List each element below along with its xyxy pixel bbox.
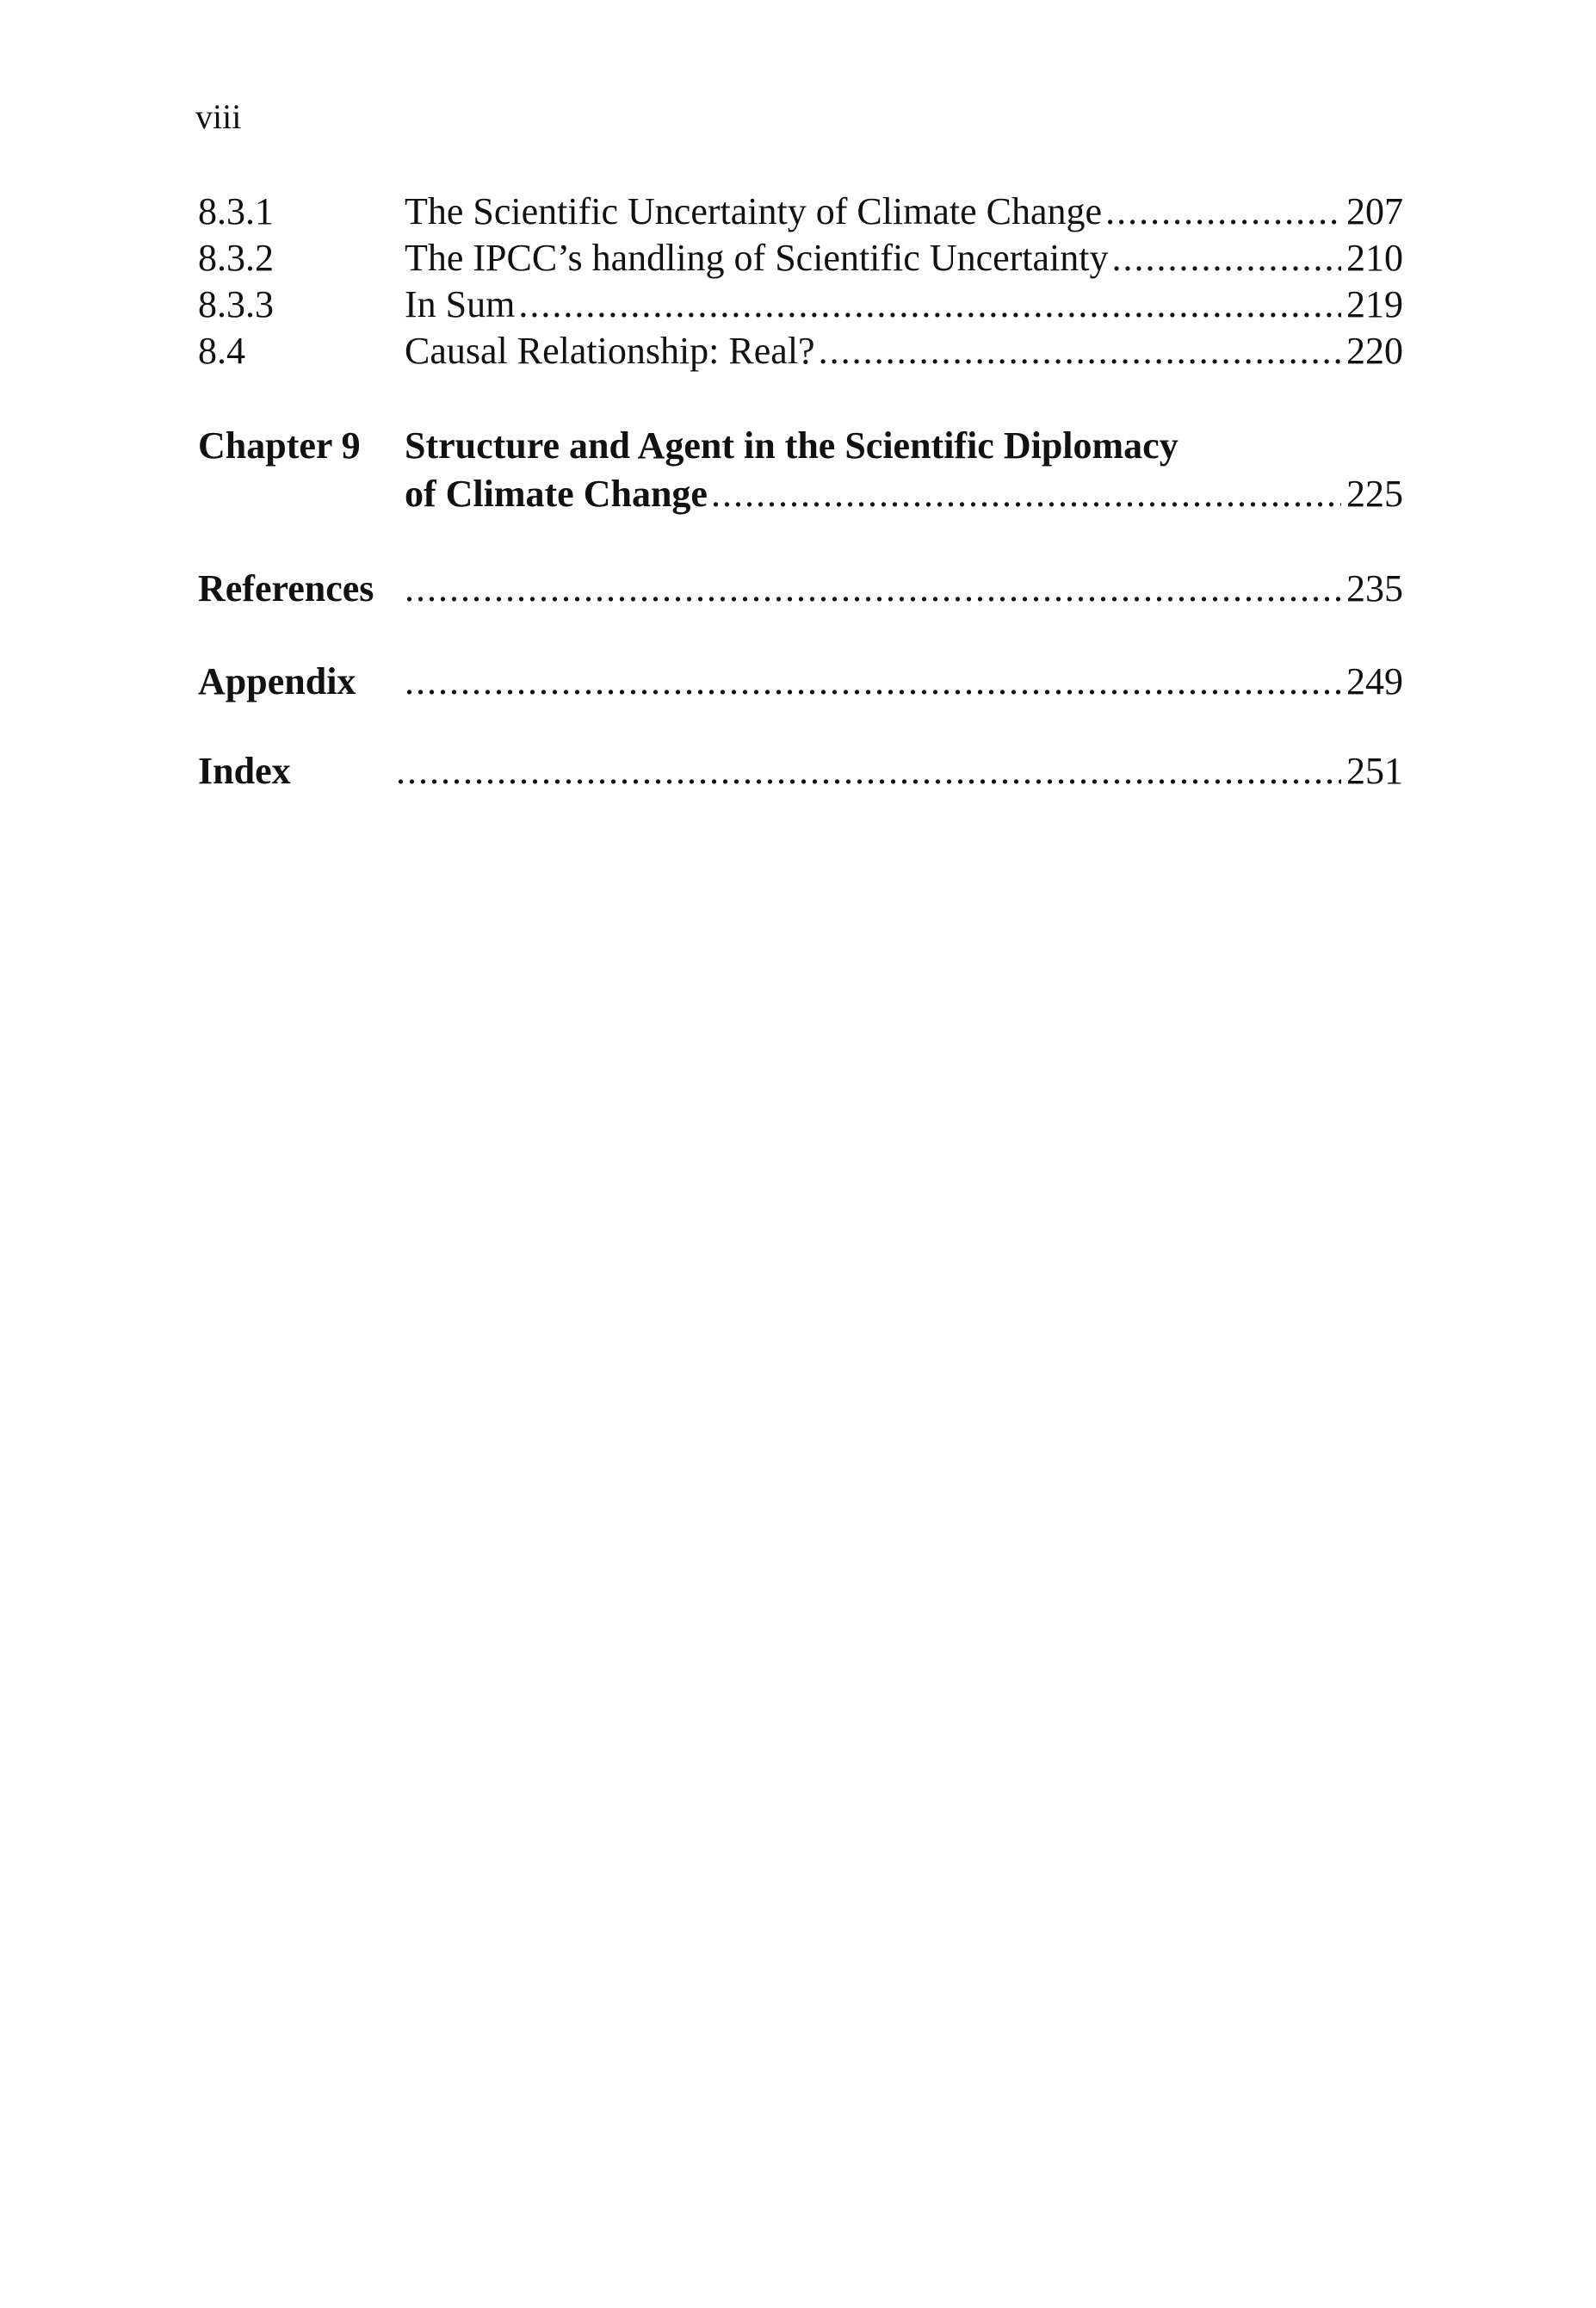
backmatter-label: Index	[198, 750, 291, 792]
dot-leader	[1112, 234, 1341, 282]
page-number: 249	[1346, 660, 1403, 702]
page-number: 235	[1346, 567, 1403, 609]
toc-entry	[198, 327, 1403, 375]
section-title: The IPCC’s handling of Scientific Uncertainty	[405, 237, 1109, 279]
toc-entry	[198, 281, 1403, 329]
toc-entry-backmatter	[198, 658, 1403, 706]
section-title: In Sum	[405, 283, 516, 325]
toc-entry	[198, 188, 1403, 236]
page-number: 210	[1346, 237, 1403, 279]
section-title: Causal Relationship: Real?	[405, 330, 815, 372]
dot-leader	[405, 565, 1341, 613]
section-number: 8.3.3	[198, 283, 274, 325]
page-number: 225	[1346, 473, 1403, 515]
backmatter-label: References	[198, 567, 374, 609]
section-number: 8.3.1	[198, 190, 274, 232]
page-number: 207	[1346, 190, 1403, 232]
dot-leader	[711, 470, 1341, 518]
chapter-label: Chapter 9	[198, 424, 361, 467]
dot-leader	[405, 658, 1341, 706]
page-number: 219	[1346, 283, 1403, 325]
chapter-title-line1: Structure and Agent in the Scientific Diplomacy	[405, 424, 1178, 467]
toc-entry-backmatter	[198, 747, 1403, 795]
page-number: 251	[1346, 750, 1403, 792]
toc-entry-chapter	[198, 470, 1403, 518]
toc-entry	[198, 234, 1403, 282]
dot-leader	[396, 747, 1341, 795]
section-title: The Scientific Uncertainty of Climate Change	[405, 190, 1103, 232]
toc-entry-backmatter	[198, 565, 1403, 613]
dot-leader	[1105, 188, 1341, 236]
backmatter-label: Appendix	[198, 660, 356, 702]
page-number: 220	[1346, 330, 1403, 372]
section-number: 8.3.2	[198, 237, 274, 279]
page-folio: viii	[195, 97, 242, 136]
section-number: 8.4	[198, 330, 245, 372]
dot-leader	[819, 327, 1341, 375]
chapter-title-line2: of Climate Change	[405, 473, 708, 515]
dot-leader	[518, 281, 1341, 329]
